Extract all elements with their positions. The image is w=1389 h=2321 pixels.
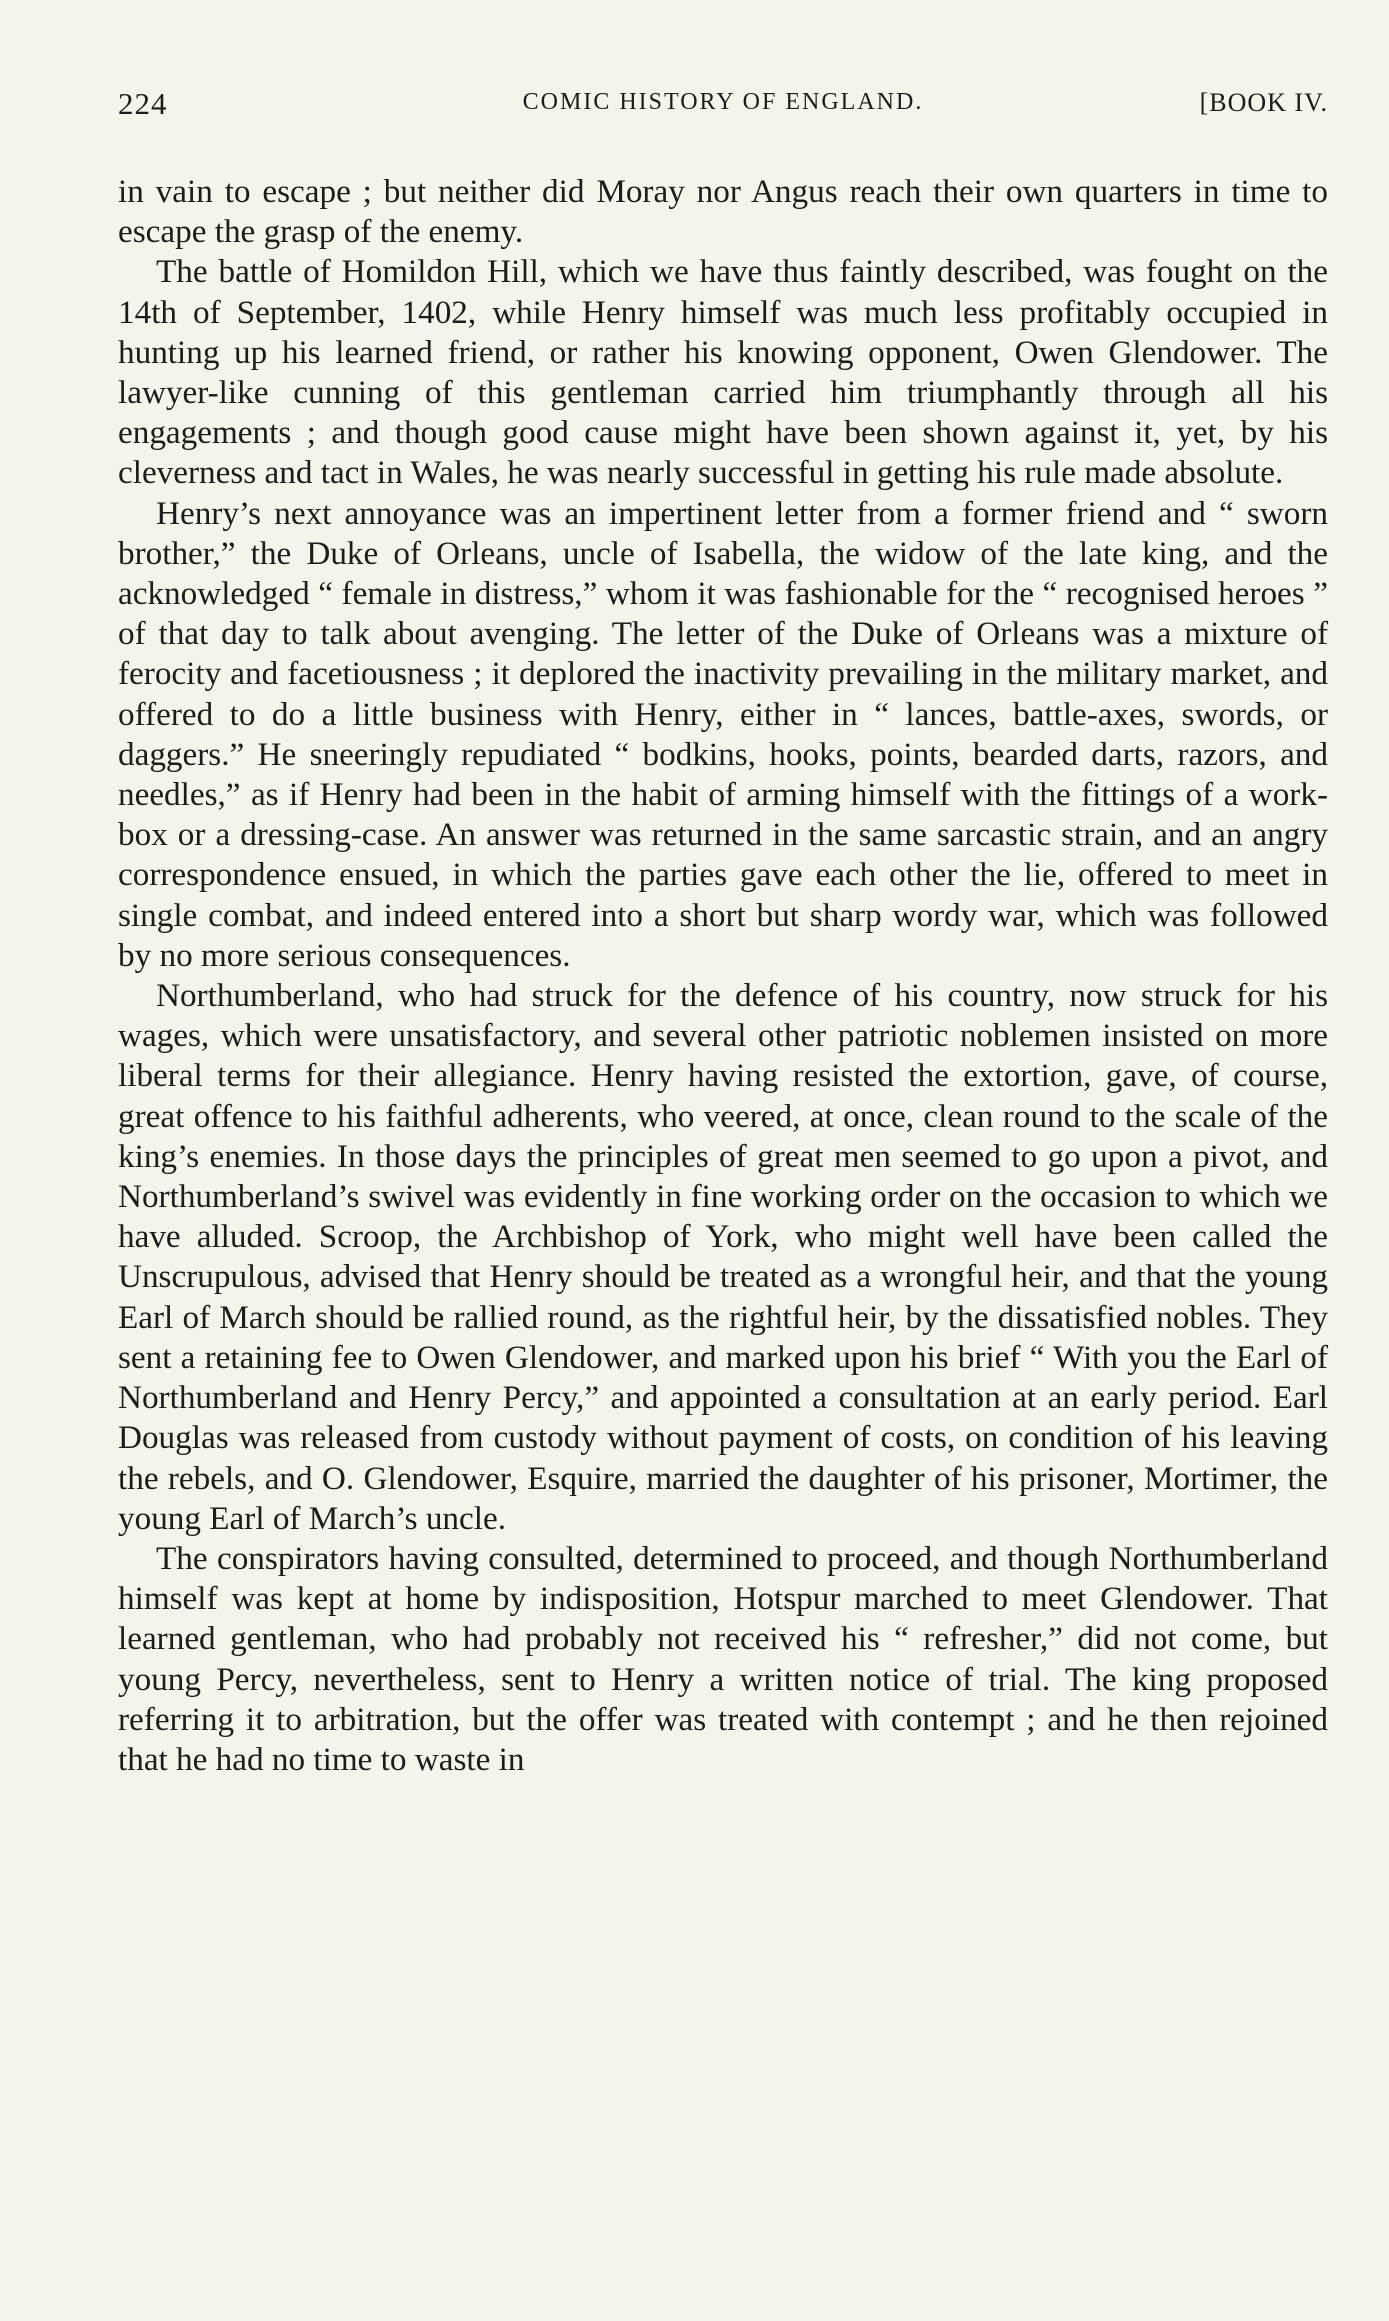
paragraph-duke-of-orleans: Henry’s next annoyance was an impertinent letter from a former friend and “ sworn brother,” the Duke of Orleans, uncle of Isabella, the widow of the late king, and the acknowledged “ female in distress,” whom it was fashionable for the “ recognised heroes ” of that day to talk about avenging. The letter of the Duke of Orleans was a mixture of ferocity and facetiousness ; it deplored the inactivity prevailing in the military market, and offered to do a little business with Henry, either in “ lances, battle-axes, swords, or daggers.” He sneeringly repudiated “ bodkins, hooks, points, bearded darts, razors, and needles,” as if Henry had been in the habit of arming himself with the fittings of a work-box or a dressing-case. An answer was returned in the same sarcastic strain, and an angry correspondence ensued, in which the parties gave each other the lie, offered to meet in single combat, and indeed entered into a short but sharp wordy war, which was followed by no more serious consequences. bbox=[118, 494, 1328, 974]
body-text bbox=[118, 172, 1328, 1780]
running-title: COMIC HISTORY OF ENGLAND. bbox=[522, 89, 924, 115]
paragraph-northumberland: Northumberland, who had struck for the defence of his country, now struck for his wages, which were unsatisfactory, and several other patriotic noblemen insisted on more liberal terms for their allegiance. Henry having resisted the extortion, gave, of course, great offence to his faithful adherents, who veered, at once, clean round to the scale of the king’s enemies. In those days the principles of great men seemed to go upon a pivot, and Northumberland’s swivel was evidently in fine working order on the occasion to which we have alluded. Scroop, the Archbishop of York, who might well have been called the Unscrupulous, advised that Henry should be treated as a wrongful heir, and that the young Earl of March should be rallied round, as the rightful heir, by the dissatisfied nobles. They sent a retaining fee to Owen Glendower, and marked upon his brief “ With you the Earl of Northumberland and Henry Percy,” and appointed a consultation at an early period. Earl Douglas was released from custody without payment of costs, on condition of his leaving the rebels, and O. Glendower, Esquire, married the daughter of his prisoner, Mortimer, the young Earl of March’s uncle. bbox=[118, 977, 1328, 1537]
paragraph-conspirators: The conspirators having consulted, determined to proceed, and though Northumberland himself was kept at home by indisposition, Hotspur marched to meet Glendower. That learned gentleman, who had probably not received his “ refresher,” did not come, but young Percy, nevertheless, sent to Henry a written notice of trial. The king proposed referring it to arbitration, but the offer was treated with contempt ; and he then rejoined that he had no time to waste in bbox=[118, 1539, 1328, 1778]
paragraph-homildon-hill: The battle of Homildon Hill, which we have thus faintly described, was fought on the 14th of September, 1402, while Henry himself was much less profitably occupied in hunting up his learned friend, or rather his knowing opponent, Owen Glendower. The lawyer-like cunning of this gentleman carried him triumphantly through all his engagements ; and though good cause might have been shown against it, yet, by his cleverness and tact in Wales, he was nearly successful in getting his rule made absolute. bbox=[118, 253, 1328, 492]
book-label: [BOOK IV. bbox=[1199, 88, 1328, 117]
page-number: 224 bbox=[118, 86, 168, 121]
book-page bbox=[118, 86, 1328, 1780]
paragraph-continued: in vain to escape ; but neither did Moray nor Angus reach their own quarters in time to escape the grasp of the enemy. bbox=[118, 173, 1328, 251]
running-header bbox=[118, 86, 1328, 132]
